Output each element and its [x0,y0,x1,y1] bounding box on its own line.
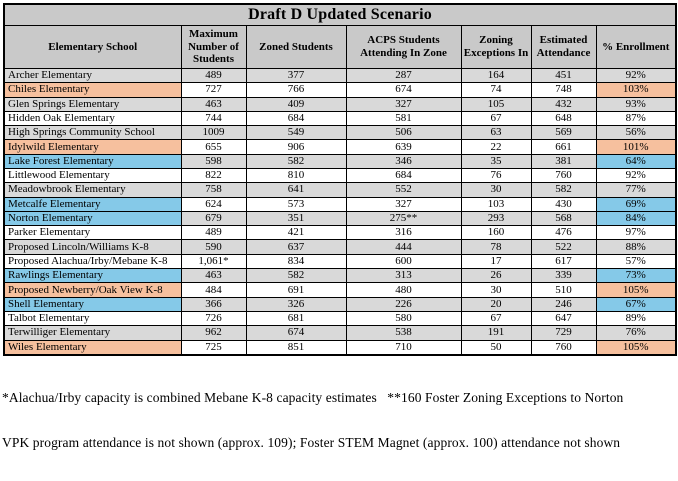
page [0,3,678,451]
column-header-estimated-attendance: Estimated Attendance [531,26,596,69]
max-students-cell: 962 [181,326,246,340]
school-cell: Proposed Lincoln/Williams K-8 [4,240,181,254]
table-title: Draft D Updated Scenario [4,4,676,26]
max-students-cell: 624 [181,197,246,211]
school-cell: Idylwild Elementary [4,140,181,154]
max-students-cell: 1009 [181,126,246,140]
estimated-attendance-cell: 648 [531,111,596,125]
pct-enrollment-cell: 89% [596,311,676,325]
school-cell: Chiles Elementary [4,83,181,97]
max-students-cell: 655 [181,140,246,154]
column-header-pct-enrollment: % Enrollment [596,26,676,69]
max-students-cell: 726 [181,311,246,325]
school-cell: Littlewood Elementary [4,169,181,183]
acps-in-zone-cell: 538 [346,326,461,340]
zoned-students-cell: 810 [246,169,346,183]
table-row [4,283,676,297]
acps-in-zone-cell: 313 [346,269,461,283]
max-students-cell: 463 [181,97,246,111]
table-row [4,197,676,211]
zoning-exceptions-cell: 76 [461,169,531,183]
table-row [4,68,676,82]
pct-enrollment-cell: 76% [596,326,676,340]
pct-enrollment-cell: 69% [596,197,676,211]
estimated-attendance-cell: 729 [531,326,596,340]
zoning-exceptions-cell: 50 [461,340,531,355]
max-students-cell: 489 [181,68,246,82]
table-body [4,68,676,354]
estimated-attendance-cell: 760 [531,169,596,183]
estimated-attendance-cell: 569 [531,126,596,140]
school-cell: Archer Elementary [4,68,181,82]
zoning-exceptions-cell: 105 [461,97,531,111]
pct-enrollment-cell: 57% [596,254,676,268]
acps-in-zone-cell: 275** [346,211,461,225]
estimated-attendance-cell: 246 [531,297,596,311]
pct-enrollment-cell: 92% [596,169,676,183]
max-students-cell: 590 [181,240,246,254]
school-cell: Terwilliger Elementary [4,326,181,340]
table-row [4,154,676,168]
max-students-cell: 1,061* [181,254,246,268]
school-cell: Proposed Alachua/Irby/Mebane K-8 [4,254,181,268]
max-students-cell: 484 [181,283,246,297]
max-students-cell: 366 [181,297,246,311]
table-row [4,226,676,240]
acps-in-zone-cell: 552 [346,183,461,197]
zoning-exceptions-cell: 26 [461,269,531,283]
zoning-exceptions-cell: 22 [461,140,531,154]
pct-enrollment-cell: 88% [596,240,676,254]
max-students-cell: 822 [181,169,246,183]
acps-in-zone-cell: 600 [346,254,461,268]
estimated-attendance-cell: 760 [531,340,596,355]
table-row [4,140,676,154]
max-students-cell: 727 [181,83,246,97]
estimated-attendance-cell: 617 [531,254,596,268]
pct-enrollment-cell: 73% [596,269,676,283]
column-header-acps-in-zone: ACPS Students Attending In Zone [346,26,461,69]
max-students-cell: 758 [181,183,246,197]
table-row [4,111,676,125]
estimated-attendance-cell: 432 [531,97,596,111]
zoned-students-cell: 582 [246,154,346,168]
table-row [4,254,676,268]
school-cell: Meadowbrook Elementary [4,183,181,197]
zoned-students-cell: 326 [246,297,346,311]
school-cell: Shell Elementary [4,297,181,311]
scenario-table [3,3,677,356]
zoned-students-cell: 637 [246,240,346,254]
acps-in-zone-cell: 444 [346,240,461,254]
pct-enrollment-cell: 84% [596,211,676,225]
zoned-students-cell: 851 [246,340,346,355]
acps-in-zone-cell: 226 [346,297,461,311]
acps-in-zone-cell: 316 [346,226,461,240]
school-cell: Rawlings Elementary [4,269,181,283]
column-header-max-students: Maximum Number of Students [181,26,246,69]
pct-enrollment-cell: 92% [596,68,676,82]
pct-enrollment-cell: 64% [596,154,676,168]
zoned-students-cell: 549 [246,126,346,140]
column-header-zoning-exceptions: Zoning Exceptions In [461,26,531,69]
estimated-attendance-cell: 451 [531,68,596,82]
table-row [4,183,676,197]
table-row [4,211,676,225]
zoned-students-cell: 641 [246,183,346,197]
zoning-exceptions-cell: 67 [461,311,531,325]
pct-enrollment-cell: 67% [596,297,676,311]
table-row [4,83,676,97]
zoned-students-cell: 766 [246,83,346,97]
zoned-students-cell: 834 [246,254,346,268]
school-cell: Norton Elementary [4,211,181,225]
acps-in-zone-cell: 674 [346,83,461,97]
table-row [4,326,676,340]
estimated-attendance-cell: 647 [531,311,596,325]
zoning-exceptions-cell: 160 [461,226,531,240]
footnote-line-1: *Alachua/Irby capacity is combined Mebane K-8 capacity estimates **160 Foster Zoning Exceptions to Norton [2,390,624,406]
pct-enrollment-cell: 105% [596,340,676,355]
column-header-school: Elementary School [4,26,181,69]
table-row [4,126,676,140]
table-row [4,169,676,183]
max-students-cell: 598 [181,154,246,168]
school-cell: Proposed Newberry/Oak View K-8 [4,283,181,297]
school-cell: Hidden Oak Elementary [4,111,181,125]
zoning-exceptions-cell: 78 [461,240,531,254]
table-row [4,97,676,111]
school-cell: Wiles Elementary [4,340,181,355]
zoning-exceptions-cell: 164 [461,68,531,82]
zoning-exceptions-cell: 20 [461,297,531,311]
acps-in-zone-cell: 287 [346,68,461,82]
pct-enrollment-cell: 97% [596,226,676,240]
zoned-students-cell: 409 [246,97,346,111]
estimated-attendance-cell: 661 [531,140,596,154]
zoned-students-cell: 691 [246,283,346,297]
pct-enrollment-cell: 101% [596,140,676,154]
estimated-attendance-cell: 430 [531,197,596,211]
estimated-attendance-cell: 568 [531,211,596,225]
table-row [4,240,676,254]
zoning-exceptions-cell: 74 [461,83,531,97]
acps-in-zone-cell: 684 [346,169,461,183]
acps-in-zone-cell: 327 [346,197,461,211]
school-cell: Talbot Elementary [4,311,181,325]
header-row [4,26,676,69]
pct-enrollment-cell: 87% [596,111,676,125]
zoned-students-cell: 573 [246,197,346,211]
school-cell: Parker Elementary [4,226,181,240]
estimated-attendance-cell: 748 [531,83,596,97]
max-students-cell: 489 [181,226,246,240]
acps-in-zone-cell: 580 [346,311,461,325]
zoning-exceptions-cell: 63 [461,126,531,140]
zoned-students-cell: 421 [246,226,346,240]
estimated-attendance-cell: 381 [531,154,596,168]
acps-in-zone-cell: 710 [346,340,461,355]
zoning-exceptions-cell: 103 [461,197,531,211]
acps-in-zone-cell: 480 [346,283,461,297]
max-students-cell: 725 [181,340,246,355]
zoning-exceptions-cell: 293 [461,211,531,225]
table-row [4,297,676,311]
zoned-students-cell: 681 [246,311,346,325]
estimated-attendance-cell: 339 [531,269,596,283]
zoning-exceptions-cell: 191 [461,326,531,340]
estimated-attendance-cell: 522 [531,240,596,254]
school-cell: Glen Springs Elementary [4,97,181,111]
pct-enrollment-cell: 105% [596,283,676,297]
table-row [4,311,676,325]
acps-in-zone-cell: 327 [346,97,461,111]
pct-enrollment-cell: 103% [596,83,676,97]
school-cell: Lake Forest Elementary [4,154,181,168]
title-row [4,4,676,26]
zoning-exceptions-cell: 30 [461,283,531,297]
footnote [2,360,678,481]
school-cell: Metcalfe Elementary [4,197,181,211]
acps-in-zone-cell: 346 [346,154,461,168]
estimated-attendance-cell: 476 [531,226,596,240]
table-row [4,340,676,355]
max-students-cell: 679 [181,211,246,225]
zoned-students-cell: 351 [246,211,346,225]
footnote-line-2: VPK program attendance is not shown (approx. 109); Foster STEM Magnet (approx. 100) attendance not shown [2,435,621,451]
pct-enrollment-cell: 77% [596,183,676,197]
zoning-exceptions-cell: 17 [461,254,531,268]
pct-enrollment-cell: 93% [596,97,676,111]
table-row [4,269,676,283]
acps-in-zone-cell: 581 [346,111,461,125]
zoned-students-cell: 684 [246,111,346,125]
zoning-exceptions-cell: 67 [461,111,531,125]
school-cell: High Springs Community School [4,126,181,140]
max-students-cell: 744 [181,111,246,125]
zoned-students-cell: 377 [246,68,346,82]
column-header-zoned-students: Zoned Students [246,26,346,69]
zoned-students-cell: 906 [246,140,346,154]
max-students-cell: 463 [181,269,246,283]
pct-enrollment-cell: 56% [596,126,676,140]
acps-in-zone-cell: 639 [346,140,461,154]
zoning-exceptions-cell: 30 [461,183,531,197]
zoning-exceptions-cell: 35 [461,154,531,168]
zoned-students-cell: 674 [246,326,346,340]
zoned-students-cell: 582 [246,269,346,283]
estimated-attendance-cell: 510 [531,283,596,297]
acps-in-zone-cell: 506 [346,126,461,140]
estimated-attendance-cell: 582 [531,183,596,197]
